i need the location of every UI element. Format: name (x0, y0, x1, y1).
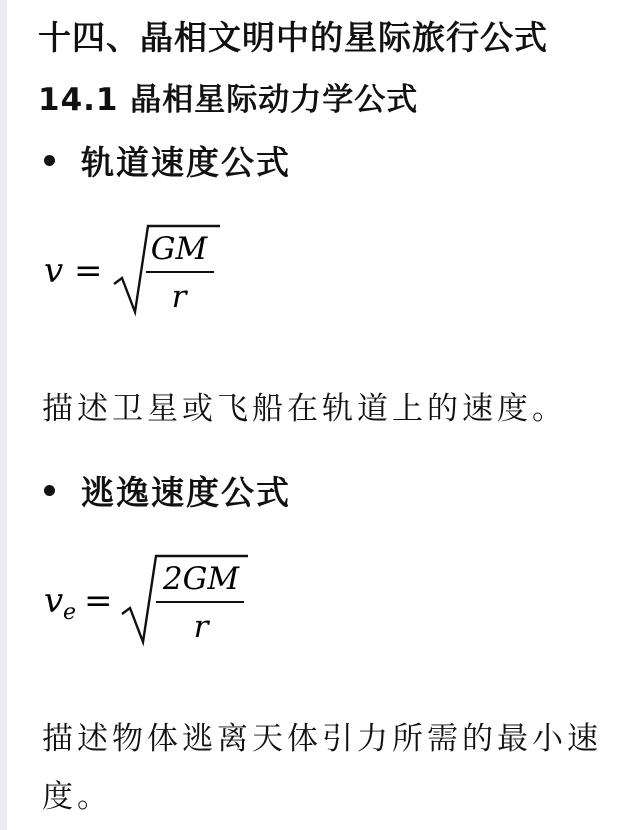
formula-denominator: r (193, 609, 209, 645)
formula-subscript: e (63, 600, 77, 625)
bullet-dot-icon (44, 485, 55, 496)
formula-numerator: 2GM (162, 561, 240, 597)
formula-equals: = (74, 251, 103, 291)
formula-lhs: v (44, 581, 64, 621)
formula-denominator: r (171, 279, 187, 315)
bullet-dot-icon (44, 155, 55, 166)
formula-equals: = (84, 581, 113, 621)
formula-lhs: v (44, 251, 64, 291)
bullet-heading: 轨道速度公式 (81, 142, 291, 182)
bullet-item-escape-velocity (44, 468, 291, 512)
description-escape-velocity: 描述物体逃离天体引力所需的最小速度。 (42, 721, 602, 815)
bullet-heading: 逃逸速度公式 (81, 472, 291, 512)
section-title: 十四、晶相文明中的星际旅行公式 (38, 18, 548, 57)
formula-escape-velocity (44, 548, 304, 662)
description-orbital-velocity: 描述卫星或飞船在轨道上的速度。 (42, 391, 567, 427)
bullet-item-orbital-velocity (44, 138, 291, 182)
formula-numerator: GM (150, 231, 208, 267)
formula-orbital-velocity (44, 218, 284, 332)
subsection-title: 14.1 晶相星际动力学公式 (38, 82, 419, 118)
